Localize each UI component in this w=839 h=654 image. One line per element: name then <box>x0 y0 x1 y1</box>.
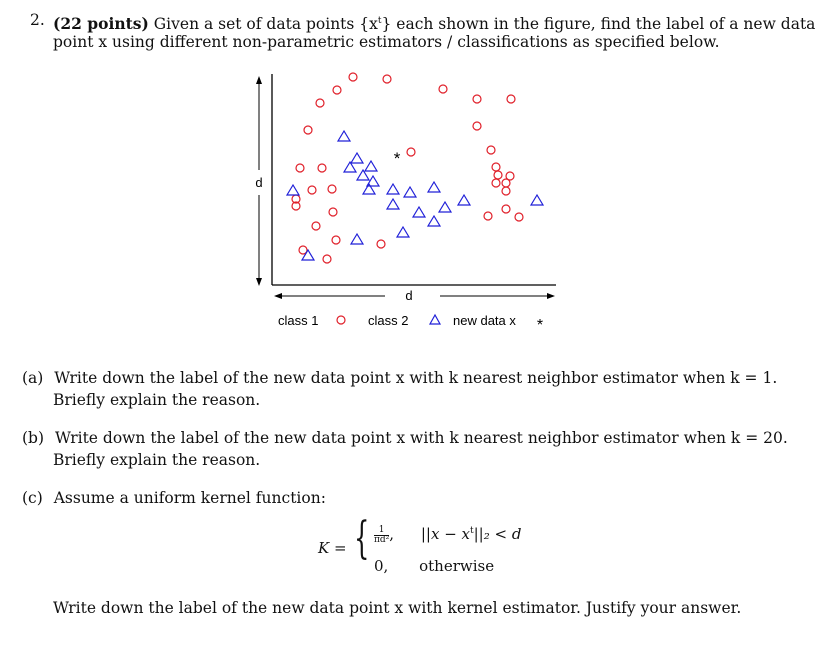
question-number: 2. <box>30 11 45 29</box>
class1-point <box>515 213 523 221</box>
y-dim-label: d <box>255 175 263 190</box>
class1-point <box>318 164 326 172</box>
question-intro-line1 <box>53 11 815 34</box>
part-a-label: (a) <box>22 369 44 387</box>
intro-sup: t <box>377 16 382 26</box>
legend <box>278 313 543 334</box>
part-b-line2: Briefly explain the reason. <box>53 451 261 469</box>
question-intro-line2: point x using different non-parametric estimators / classifications as specified below. <box>53 33 720 51</box>
part-a-line2: Briefly explain the reason. <box>53 391 261 409</box>
class1-point <box>323 255 331 263</box>
part-c-text: Assume a uniform kernel function: <box>53 489 326 507</box>
class1-point <box>308 186 316 194</box>
part-b-label: (b) <box>22 429 45 447</box>
class2-point <box>351 234 363 244</box>
intro-tail: } each shown in the figure, find the label of a new data <box>381 15 816 34</box>
class1-point <box>492 163 500 171</box>
class1-point <box>502 205 510 213</box>
part-c-final: Write down the label of the new data point x with kernel estimator. Justify your answer. <box>53 599 742 617</box>
formula-brace: { <box>354 513 370 564</box>
class1-point <box>377 240 385 248</box>
case1-sup: t <box>470 526 474 536</box>
y-dim-arrow-up <box>256 76 262 84</box>
class2-point <box>338 131 350 141</box>
class2-point <box>404 187 416 197</box>
part-a-text: Write down the label of the new data point x with k nearest neighbor estimator when k = 1. <box>54 369 778 387</box>
class1-point <box>296 164 304 172</box>
part-a-line1 <box>22 367 777 389</box>
class2-point <box>531 195 543 205</box>
class2-point <box>439 202 451 212</box>
legend-class1-label: class 1 <box>278 313 319 328</box>
class1-point <box>407 148 415 156</box>
class2-point <box>387 184 399 194</box>
figure-axes <box>255 74 556 303</box>
case1-tail: ||₂ < d <box>473 525 522 543</box>
class1-point <box>473 122 481 130</box>
class1-point <box>349 73 357 81</box>
part-c-line1 <box>22 487 326 509</box>
new-data-point-star: * <box>393 149 401 168</box>
class1-point <box>473 95 481 103</box>
class2-point <box>397 227 409 237</box>
formula-frac <box>374 526 389 545</box>
case1-cond: ||x − x <box>420 525 470 543</box>
legend-new-marker: * <box>536 317 544 334</box>
class1-point <box>312 222 320 230</box>
question-points: (22 points) <box>53 14 149 34</box>
class2-point <box>302 250 314 260</box>
class1-point <box>507 95 515 103</box>
part-b-line1 <box>22 427 788 449</box>
frac-den: πd² <box>374 534 390 545</box>
class1-point <box>329 208 337 216</box>
frac-num: 1 <box>374 526 389 536</box>
class1-point <box>484 212 492 220</box>
class2-point <box>287 185 299 195</box>
class2-point <box>458 195 470 205</box>
class1-point <box>494 171 502 179</box>
x-dim-label: d <box>405 288 413 303</box>
x-dim-arrow-right <box>547 293 555 299</box>
class1-point <box>383 75 391 83</box>
intro-text: Given a set of data points {x <box>153 15 378 34</box>
y-dim-arrow-down <box>256 278 262 286</box>
x-dim-arrow-left <box>274 293 282 299</box>
class1-point <box>492 179 500 187</box>
class2-point <box>351 153 363 163</box>
formula-case2 <box>374 557 494 575</box>
class1-point <box>332 236 340 244</box>
case2-val: 0, <box>374 557 389 575</box>
class2-point <box>413 207 425 217</box>
legend-new-label: new data x <box>453 313 516 328</box>
case2-cond: otherwise <box>419 557 495 575</box>
class2-point <box>428 182 440 192</box>
class1-point <box>316 99 324 107</box>
formula-lhs: K = <box>318 539 347 557</box>
formula-case1: $\frac{1}{\text{πd²}}$, $||x - x^t||_2 < d$ <box>374 524 522 545</box>
class1-point <box>502 179 510 187</box>
part-c-label: (c) <box>22 489 43 507</box>
part-b-text: Write down the label of the new data point x with k nearest neighbor estimator when k = 20. <box>54 429 788 447</box>
class1-point <box>487 146 495 154</box>
class2-point <box>387 199 399 209</box>
class1-point <box>333 86 341 94</box>
scatter-figure <box>240 68 580 338</box>
class1-point <box>439 85 447 93</box>
class2-point <box>365 161 377 171</box>
legend-class2-marker <box>430 315 440 324</box>
legend-class1-marker <box>337 316 345 324</box>
class2-point <box>428 216 440 226</box>
class1-point <box>328 185 336 193</box>
class1-point <box>502 187 510 195</box>
legend-class2-label: class 2 <box>368 313 409 328</box>
class1-point <box>304 126 312 134</box>
